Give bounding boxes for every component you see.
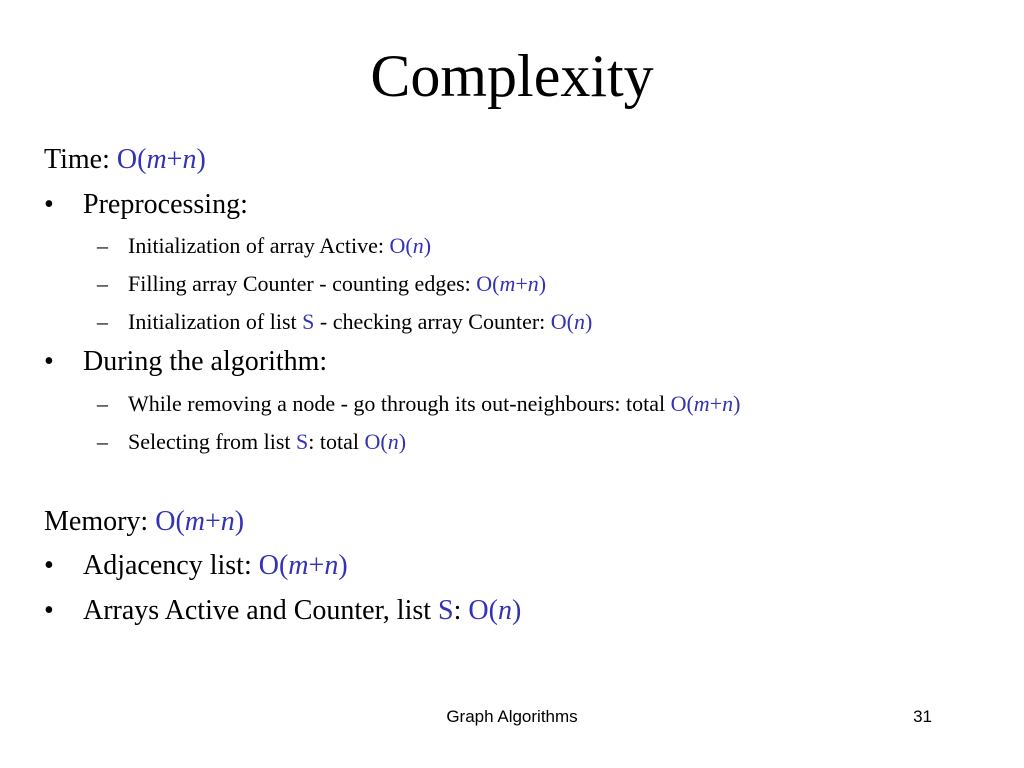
page-number: 31: [913, 707, 932, 726]
bullet-text: :: [453, 595, 469, 626]
bullet-mark: •: [44, 595, 54, 626]
bullet-text: Arrays Active and Counter, list: [83, 595, 439, 626]
dash-mark: –: [97, 271, 108, 296]
bullet-mark: •: [44, 346, 54, 377]
memory-heading: [44, 506, 244, 538]
dash-mark: –: [97, 233, 108, 258]
sub-bullet-complexity: O(n): [550, 309, 593, 334]
sub-bullet-complexity: O(n): [364, 429, 407, 454]
dash-mark: –: [97, 309, 108, 334]
sub-bullet-text: : total: [308, 429, 365, 454]
sub-bullet-complexity: O(m+n): [670, 391, 741, 416]
memory-label: Memory:: [44, 506, 156, 537]
sub-bullet-complexity: O(n): [389, 233, 432, 258]
sub-bullet-complexity: O(m+n): [476, 271, 547, 296]
footer-title: Graph Algorithms: [446, 707, 578, 726]
sub-bullet-text: Filling array Counter - counting edges:: [128, 271, 477, 296]
sub-bullet-text: - checking array Counter:: [314, 309, 551, 334]
time-heading: [44, 144, 206, 176]
dash-mark: –: [97, 391, 108, 416]
dash-mark: –: [97, 429, 108, 454]
list-name-s: S: [302, 309, 315, 334]
time-label: Time:: [44, 144, 117, 175]
slide-title: Complexity: [370, 43, 654, 109]
bullet-mark: •: [44, 189, 54, 220]
memory-complexity: O(m+n): [155, 506, 245, 537]
sub-bullet-text: Initialization of list: [128, 309, 303, 334]
sub-bullet-text: While removing a node - go through its out-neighbours: total: [128, 391, 671, 416]
bullet-text: Adjacency list:: [83, 550, 259, 581]
bullet-mark: •: [44, 550, 54, 581]
sub-bullet-text: Initialization of array Active:: [128, 233, 390, 258]
list-name-s: S: [296, 429, 309, 454]
bullet-preprocessing-label: Preprocessing:: [83, 189, 248, 220]
bullet-complexity: O(n): [468, 595, 522, 626]
bullet-complexity: O(m+n): [258, 550, 348, 581]
sub-bullet-text: Selecting from list: [128, 429, 297, 454]
list-name-s: S: [438, 595, 454, 626]
bullet-during-label: During the algorithm:: [83, 346, 328, 377]
time-complexity: O(m+n): [116, 144, 206, 175]
